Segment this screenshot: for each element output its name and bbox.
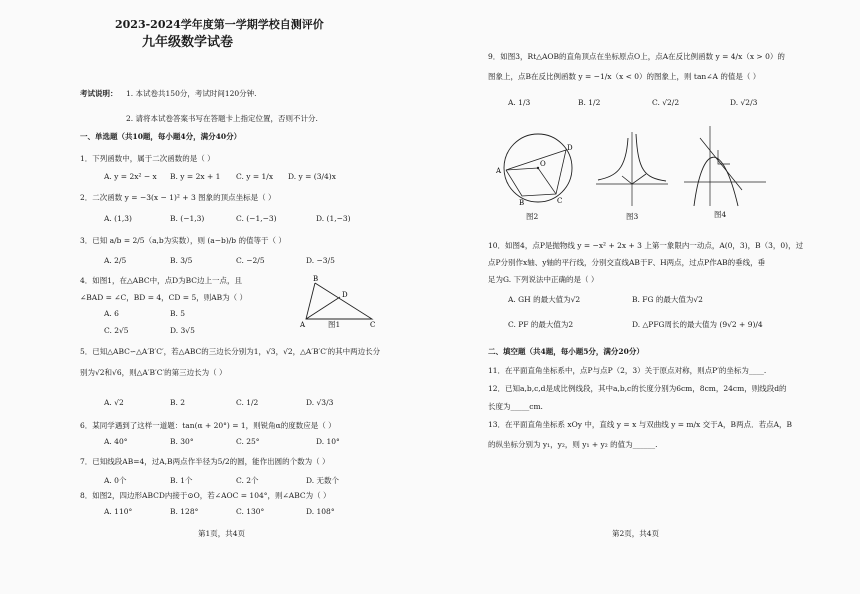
fig2-label-d: D [567, 144, 573, 152]
q1-option-c: C. y = 1/x [236, 172, 274, 181]
q6-option-b: B. 30° [170, 437, 194, 446]
exam-title: 九年级数学试卷 [142, 35, 234, 50]
q8-stem: 8．如图2，四边形ABCD内接于⊙O，若∠AOC = 104°，则∠ABC为（ ） [80, 491, 331, 500]
q4-option-c: C. 2√5 [104, 326, 129, 335]
exam-header: 2023-2024学年度第一学期学校自测评价 [115, 18, 324, 31]
q10-stem-line2: 点P分别作x轴、y轴的平行线，分别交直线AB于F、H两点，过点P作AB的垂线，垂 [488, 258, 766, 267]
q5-stem-line2: 别为√2和√6，则△A′B′C′的第三边长为（ ） [80, 368, 227, 377]
figure-1-caption: 图1 [328, 320, 341, 329]
fig1-label-d: D [342, 291, 348, 299]
q10-option-c: C. PF 的最大值为2 [508, 320, 574, 329]
q1-stem: 1．下列函数中，属于二次函数的是（ ） [80, 154, 215, 163]
q10-option-d: D. △PFG周长的最大值为 (9√2 + 9)/4 [632, 320, 763, 329]
q11-stem: 11．在平面直角坐标系中，点P与点P（2，3）关于原点对称，则点P′的坐标为____. [488, 366, 767, 375]
q6-option-d: D. 10° [316, 437, 340, 446]
q9-option-d: D. √2/3 [730, 98, 758, 107]
fig2-label-c: C [557, 197, 563, 205]
q4-option-d: D. 3√5 [170, 326, 195, 335]
q9-option-c: C. √2/2 [652, 98, 680, 107]
q10-option-a: A. GH 的最大值为√2 [508, 295, 581, 304]
q7-option-a: A. 0个 [104, 476, 127, 485]
q13-stem-line1: 13．在平面直角坐标系 xOy 中，直线 y = x 与双曲线 y = m/x 交于A，B两点．若点A，B [488, 420, 792, 429]
fig1-label-b: B [313, 275, 319, 283]
q10-option-b: B. FG 的最大值为√2 [632, 295, 703, 304]
q9-option-b: B. 1/2 [578, 98, 601, 107]
q7-stem: 7．已知线段AB=4，过A,B两点作半径为5/2的圆，能作出圆的个数为（ ） [80, 457, 330, 466]
q12-stem-line2: 长度为_____cm. [488, 402, 543, 411]
q2-stem: 2．二次函数 y = −3(x − 1)² + 3 图象的顶点坐标是（ ） [80, 193, 276, 202]
q13-stem-line2: 的纵坐标分别为 y₁，y₂，则 y₁ + y₂ 的值为______. [488, 440, 658, 449]
q4-option-b: B. 5 [170, 309, 186, 318]
fig1-label-a: A [300, 321, 306, 329]
instructions-label: 考试说明： [80, 89, 118, 98]
section-1-heading: 一、单选题（共10题，每小题4分，满分40分） [80, 132, 242, 141]
q2-option-b: B. (−1,3) [170, 214, 205, 223]
fig2-label-a: A [496, 167, 502, 175]
page-1-footer: 第1页，共4页 [198, 529, 246, 538]
q4-option-a: A. 6 [104, 309, 119, 318]
q5-option-a: A. √2 [104, 398, 124, 407]
q5-option-c: C. 1/2 [236, 398, 259, 407]
q2-option-a: A. (1,3) [104, 214, 132, 223]
q4-stem-line1: 4．如图1，在△ABC中，点D为BC边上一点，且 [80, 276, 243, 285]
q3-option-b: B. 3/5 [170, 256, 193, 265]
section-2-heading: 二、填空题（共4题，每小题5分，满分20分） [488, 347, 644, 356]
figure-3-hyperbolas [592, 130, 670, 208]
figure-2-caption: 图2 [526, 212, 539, 221]
q7-option-c: C. 2个 [236, 476, 259, 485]
q1-option-b: B. y = 2x + 1 [170, 172, 221, 181]
page-2-footer: 第2页，共4页 [612, 529, 660, 538]
q6-option-c: C. 25° [236, 437, 260, 446]
q9-option-a: A. 1/3 [508, 98, 531, 107]
q10-stem-line3: 足为G. 下列说法中正确的是（ ） [488, 275, 599, 284]
q7-option-b: B. 1个 [170, 476, 193, 485]
fig1-label-c: C [370, 321, 376, 329]
figure-4-parabola [680, 124, 770, 208]
figure-2-circle [492, 130, 592, 210]
figure-4-caption: 图4 [714, 210, 727, 219]
q8-option-a: A. 110° [104, 507, 133, 516]
q12-stem-line1: 12．已知a,b,c,d是成比例线段，其中a,b,c的长度分别为6cm，8cm，24cm，则线段d的 [488, 384, 787, 393]
instruction-1: 1. 本试卷共150分，考试时间120分钟. [126, 89, 257, 98]
page-right [430, 0, 860, 594]
q3-option-a: A. 2/5 [104, 256, 127, 265]
q2-option-c: C. (−1,−3) [236, 214, 277, 223]
q8-option-d: D. 108° [306, 507, 335, 516]
q4-stem-line2: ∠BAD = ∠C，BD = 4，CD = 5，则AB为（ ） [80, 293, 248, 302]
q2-option-d: D. (1,−3) [316, 214, 351, 223]
q9-stem-line1: 9．如图3，Rt△AOB的直角顶点在坐标原点O上，点A在反比例函数 y = 4/x（x > 0）的 [488, 52, 785, 61]
fig2-label-b: B [519, 199, 525, 207]
q6-stem: 6．某同学遇到了这样一道题：tan(α + 20°) = 1，则锐角α的度数应是（ ） [80, 421, 336, 430]
instruction-2: 2. 请将本试卷答案书写在答题卡上指定位置，否则不计分. [126, 114, 318, 123]
q3-option-c: C. −2/5 [236, 256, 265, 265]
q10-stem-line1: 10．如图4，点P是抛物线 y = −x² + 2x + 3 上第一象限内一动点，A(0，3)，B（3，0)，过 [488, 241, 804, 250]
q5-option-b: B. 2 [170, 398, 186, 407]
q5-option-d: D. √3/3 [306, 398, 334, 407]
figure-3-caption: 图3 [626, 212, 639, 221]
q3-option-d: D. −3/5 [306, 256, 335, 265]
q3-stem: 3．已知 a/b = 2/5（a,b为实数），则 (a−b)/b 的值等于（ ） [80, 236, 286, 245]
q1-option-a: A. y = 2x² − x [104, 172, 157, 181]
q5-stem-line1: 5．已知△ABC∽△A′B′C′，若△ABC的三边长分别为1，√3，√2，△A′B′C′的其中两边长分 [80, 347, 381, 356]
q1-option-d: D. y = (3/4)x [288, 172, 336, 181]
q8-option-b: B. 128° [170, 507, 199, 516]
q9-stem-line2: 图象上，点B在反比例函数 y = −1/x（x < 0）的图象上，则 tan∠A 的值是（ ） [488, 72, 761, 81]
fig2-label-o: O [540, 160, 546, 168]
q6-option-a: A. 40° [104, 437, 128, 446]
q8-option-c: C. 130° [236, 507, 265, 516]
q7-option-d: D. 无数个 [306, 476, 340, 485]
